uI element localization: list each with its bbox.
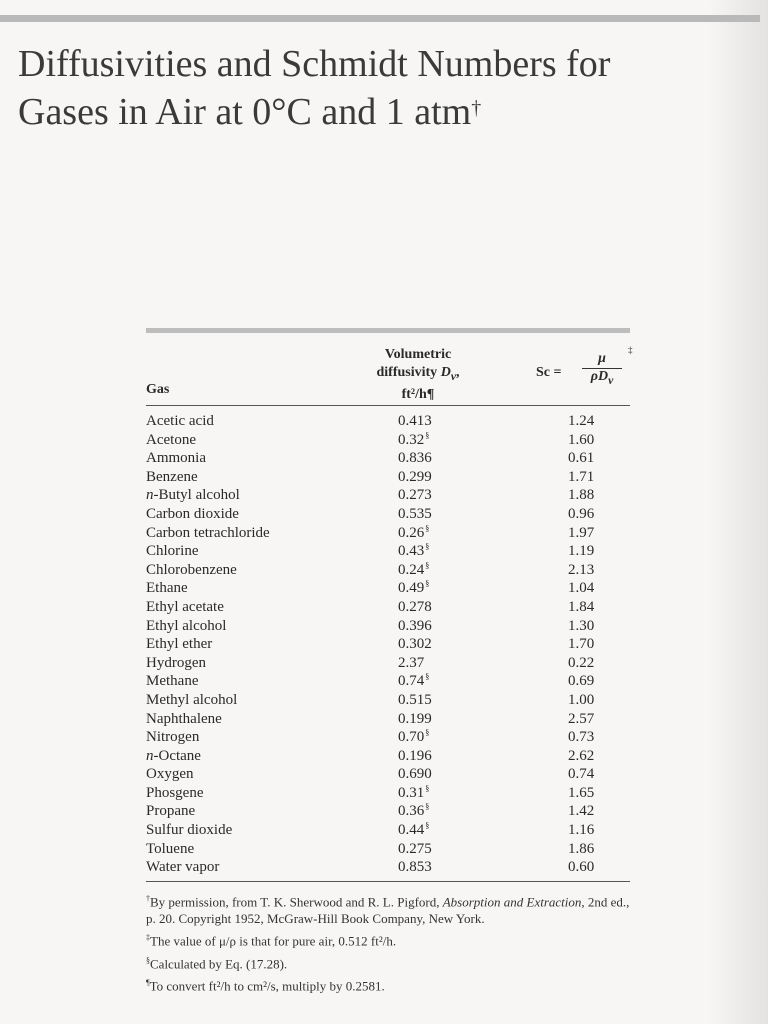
cell-schmidt: 1.00 xyxy=(568,691,595,708)
table-row xyxy=(146,617,630,636)
cell-diffusivity: 0.302 xyxy=(398,636,432,653)
table-row xyxy=(146,710,630,729)
cell-diffusivity: 0.535 xyxy=(398,505,432,522)
table-row xyxy=(146,486,630,505)
cell-gas: Benzene xyxy=(146,468,198,485)
cell-diffusivity: 0.413 xyxy=(398,413,432,429)
title-line-1: Diffusivities and Schmidt Numbers for xyxy=(18,43,611,85)
table-row xyxy=(146,691,630,710)
header-sc-label: Sc = xyxy=(536,365,562,380)
footnote-double-dagger: ‡The value of μ/ρ is that for pure air, 0.512 ft²/h. xyxy=(146,933,397,949)
cell-diffusivity: 0.44§ xyxy=(398,821,430,839)
header-sc-numerator: μ xyxy=(582,351,622,369)
cell-schmidt: 0.74 xyxy=(568,766,595,783)
cell-diffusivity: 0.31§ xyxy=(398,783,430,801)
cell-diffusivity: 0.853 xyxy=(398,859,432,876)
cell-schmidt: 1.65 xyxy=(568,784,595,801)
cell-diffusivity: 0.70§ xyxy=(398,728,430,746)
cell-diffusivity: 0.43§ xyxy=(398,542,430,560)
table-bottom-rule xyxy=(146,881,630,882)
cell-schmidt: 1.71 xyxy=(568,468,595,485)
table-row xyxy=(146,840,630,859)
cell-diffusivity: 0.515 xyxy=(398,691,432,708)
table-row xyxy=(146,802,630,821)
table-row xyxy=(146,821,630,840)
table-row xyxy=(146,672,630,691)
page-title xyxy=(18,40,738,136)
cell-gas: Nitrogen xyxy=(146,729,200,746)
cell-gas: Toluene xyxy=(146,840,195,857)
cell-schmidt: 1.16 xyxy=(568,822,595,839)
cell-schmidt: 1.97 xyxy=(568,524,595,541)
cell-diffusivity: 0.396 xyxy=(398,617,432,634)
page-edge-shadow xyxy=(708,0,768,1024)
cell-gas: Phosgene xyxy=(146,784,204,801)
cell-diffusivity: 0.273 xyxy=(398,487,432,504)
cell-gas: Hydrogen xyxy=(146,654,206,671)
footnote-section: §Calculated by Eq. (17.28). xyxy=(146,955,288,971)
cell-gas: Acetic acid xyxy=(146,413,214,429)
cell-gas: Ethane xyxy=(146,580,188,597)
cell-diffusivity: 0.36§ xyxy=(398,802,430,820)
cell-diffusivity: 0.74§ xyxy=(398,672,430,690)
cell-schmidt: 1.19 xyxy=(568,543,595,560)
cell-gas: Water vapor xyxy=(146,859,220,876)
table-row xyxy=(146,524,630,543)
table-row xyxy=(146,747,630,766)
diffusivity-table xyxy=(146,328,633,996)
table-row xyxy=(146,505,630,524)
cell-gas: Carbon dioxide xyxy=(146,505,239,522)
cell-schmidt: 0.69 xyxy=(568,673,595,690)
cell-schmidt: 1.60 xyxy=(568,431,595,448)
cell-diffusivity: 0.49§ xyxy=(398,579,430,597)
cell-gas: Ethyl alcohol xyxy=(146,617,227,634)
cell-gas: Propane xyxy=(146,803,196,820)
table-row xyxy=(146,635,630,654)
cell-gas: Naphthalene xyxy=(146,710,222,727)
table-row xyxy=(146,728,630,747)
cell-gas: Carbon tetrachloride xyxy=(146,524,270,541)
cell-schmidt: 1.24 xyxy=(568,413,595,429)
cell-diffusivity: 0.199 xyxy=(398,710,432,727)
cell-diffusivity: 0.24§ xyxy=(398,560,430,578)
table-header xyxy=(146,333,633,406)
cell-diffusivity: 0.299 xyxy=(398,468,432,485)
title-line-2: Gases in Air at 0°C and 1 atm xyxy=(18,91,472,133)
cell-schmidt: 1.30 xyxy=(568,617,595,634)
top-rule xyxy=(0,15,760,22)
cell-schmidt: 0.60 xyxy=(568,859,595,876)
cell-diffusivity: 2.37 xyxy=(398,654,425,671)
cell-schmidt: 0.61 xyxy=(568,450,595,467)
cell-gas: n-Butyl alcohol xyxy=(146,487,240,504)
cell-schmidt: 1.86 xyxy=(568,840,595,857)
cell-diffusivity: 0.196 xyxy=(398,747,432,764)
header-sc-denominator: $\rho D_v$ xyxy=(590,369,614,387)
cell-diffusivity: 0.32§ xyxy=(398,430,430,448)
header-gas: Gas xyxy=(146,382,170,397)
header-sc-fraction xyxy=(582,351,622,387)
cell-schmidt: 2.57 xyxy=(568,710,595,727)
header-sc-footnote-mark: ‡ xyxy=(628,345,633,355)
header-diffusivity xyxy=(346,346,490,404)
cell-schmidt: 2.13 xyxy=(568,561,595,578)
cell-diffusivity: 0.275 xyxy=(398,840,432,857)
header-diff-line1: Volumetric xyxy=(384,347,452,362)
table-row xyxy=(146,412,630,431)
cell-schmidt: 1.42 xyxy=(568,803,595,820)
header-diff-line3: ft²/h¶ xyxy=(401,386,435,402)
table-row xyxy=(146,598,630,617)
cell-schmidt: 1.04 xyxy=(568,580,595,597)
cell-gas: Chlorobenzene xyxy=(146,561,237,578)
cell-gas: Ethyl acetate xyxy=(146,598,224,615)
table-row xyxy=(146,542,630,561)
footnote-pilcrow: ¶To convert ft²/h to cm²/s, multiply by 0.2581. xyxy=(146,977,385,994)
cell-diffusivity: 0.26§ xyxy=(398,523,430,541)
cell-gas: Methyl alcohol xyxy=(146,691,238,708)
table-row xyxy=(146,449,630,468)
table-body xyxy=(146,406,630,877)
cell-schmidt: 0.96 xyxy=(568,505,595,522)
cell-gas: Acetone xyxy=(146,431,196,448)
cell-gas: Methane xyxy=(146,673,199,690)
table-row xyxy=(146,765,630,784)
table-row xyxy=(146,579,630,598)
cell-schmidt: 1.70 xyxy=(568,636,595,653)
table-row xyxy=(146,858,630,877)
cell-gas: Ethyl ether xyxy=(146,636,213,653)
table-row xyxy=(146,784,630,803)
title-footnote-mark: † xyxy=(471,97,482,119)
cell-schmidt: 2.62 xyxy=(568,747,595,764)
cell-diffusivity: 0.690 xyxy=(398,766,432,783)
cell-schmidt: 0.73 xyxy=(568,729,595,746)
cell-gas: Ammonia xyxy=(146,450,206,467)
table-row xyxy=(146,468,630,487)
table-row xyxy=(146,654,630,673)
cell-gas: Sulfur dioxide xyxy=(146,822,233,839)
cell-gas: Oxygen xyxy=(146,766,194,783)
footnotes xyxy=(146,890,630,994)
cell-schmidt: 1.84 xyxy=(568,598,595,615)
cell-diffusivity: 0.836 xyxy=(398,450,432,467)
cell-schmidt: 0.22 xyxy=(568,654,595,671)
cell-gas: n-Octane xyxy=(146,747,201,764)
table-row xyxy=(146,431,630,450)
footnote-dagger: †By permission, from T. K. Sherwood and R. L. Pigford, Absorption and Extraction, 2nd ed., p. 20. Copyright 1952, McGraw-Hill Book Company, New York. xyxy=(146,893,630,927)
header-diff-line2: diffusivity $D_v$, xyxy=(376,365,460,383)
table-row xyxy=(146,561,630,580)
cell-gas: Chlorine xyxy=(146,543,199,560)
cell-schmidt: 1.88 xyxy=(568,487,595,504)
cell-diffusivity: 0.278 xyxy=(398,598,432,615)
